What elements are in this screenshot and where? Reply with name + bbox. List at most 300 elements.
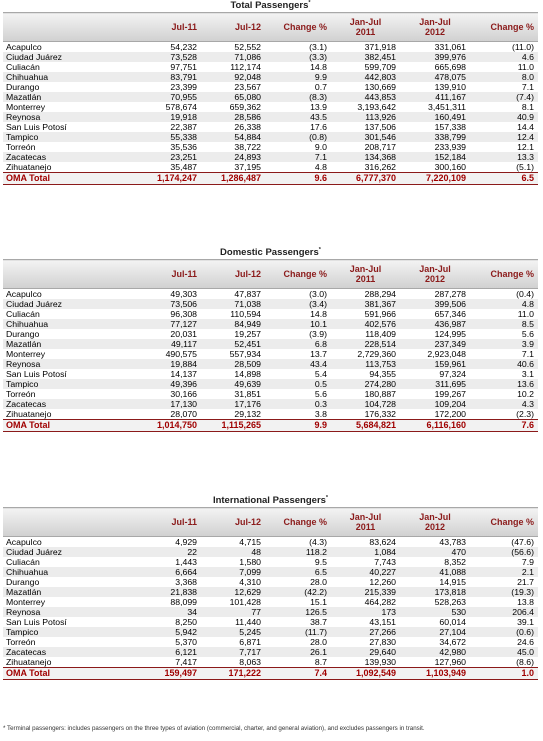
airport-name: Ciudad Juárez [3, 299, 121, 309]
change-value: (3.4) [265, 299, 331, 309]
header-change-text: Change % [283, 269, 327, 279]
jan-jul-2012-value: 34,672 [439, 637, 466, 647]
header-change-ytd [470, 508, 538, 537]
airport-name: Monterrey [6, 597, 46, 607]
table-row [3, 72, 538, 82]
airport-name: Reynosa [3, 607, 121, 617]
total-change-value: 9.9 [265, 420, 331, 432]
change-ytd-value: (8.6) [516, 657, 534, 667]
footnote-mark: * [308, 0, 311, 6]
total-jan-jul-2012-value: 6,116,160 [400, 420, 470, 432]
jul-12-value: 77 [201, 607, 265, 617]
header-jan-jul-2012 [400, 13, 470, 42]
jan-jul-2011-value: 301,546 [331, 132, 400, 142]
table-row [3, 577, 538, 587]
change-value: 9.9 [265, 72, 331, 82]
jul-12-value: 52,451 [201, 339, 265, 349]
jan-jul-2012-value: 530 [400, 607, 470, 617]
jan-jul-2011-value: 599,709 [364, 62, 396, 72]
jul-12-value: 31,851 [234, 389, 261, 399]
change-value: (8.3) [265, 92, 331, 102]
jul-12-value: 12,629 [201, 587, 265, 597]
jul-11-value: 22 [121, 547, 201, 557]
jul-12-value: 101,428 [229, 597, 261, 607]
jan-jul-2011-value: 381,367 [331, 299, 400, 309]
header-jul-12-text: Jul-12 [234, 517, 261, 527]
header-airport [3, 13, 121, 42]
airport-name: Torreón [6, 389, 36, 399]
jul-11-value: 20,031 [170, 329, 197, 339]
header-row [3, 260, 538, 289]
jan-jul-2011-value: 134,368 [331, 152, 400, 162]
table-row [3, 627, 538, 637]
change-ytd-value: 7.9 [521, 557, 534, 567]
change-value: 9.5 [314, 557, 327, 567]
change-value: 5.4 [314, 369, 327, 379]
footnote: * Terminal passengers: includes passengers on the three types of aviation (commercial, charter, and general aviation), and excludes passengers in transit. [3, 725, 425, 732]
change-ytd-value: 24.6 [517, 637, 534, 647]
jan-jul-2012-value: 300,160 [434, 162, 466, 172]
table-row [3, 289, 538, 300]
table-row [3, 132, 538, 142]
change-value: 5.6 [314, 389, 327, 399]
change-ytd-value: 14.4 [517, 122, 534, 132]
total-airport-name: OMA Total [3, 173, 121, 185]
header-jul-12-text: Jul-12 [234, 269, 261, 279]
jul-11-value: 6,664 [121, 567, 201, 577]
jan-jul-2012-value: 199,267 [434, 389, 466, 399]
jul-11-value: 55,338 [121, 132, 201, 142]
jul-12-value: 659,362 [229, 102, 261, 112]
jul-12-value: 1,580 [239, 557, 261, 567]
jul-11-value: 21,838 [121, 587, 201, 597]
change-ytd-value: 13.8 [517, 597, 534, 607]
change-ytd-value: 5.6 [521, 329, 534, 339]
jan-jul-2012-value: 436,987 [400, 319, 470, 329]
table-row [3, 82, 538, 92]
change-ytd-value: 40.6 [470, 359, 538, 369]
jul-11-value: 578,674 [165, 102, 197, 112]
change-value: 4.8 [314, 162, 327, 172]
jul-12-value: 92,048 [201, 72, 265, 82]
airport-name: Ciudad Juárez [3, 547, 121, 557]
total-change-ytd-value: 6.5 [470, 173, 538, 185]
jul-12-value: 6,871 [239, 637, 261, 647]
table-row [3, 547, 538, 557]
airport-name: Reynosa [3, 359, 121, 369]
change-ytd-value: 4.6 [470, 52, 538, 62]
change-ytd-value: 11.0 [517, 309, 534, 319]
jul-12-value: 8,063 [239, 657, 261, 667]
change-ytd-value: 12.4 [470, 132, 538, 142]
table-row [3, 647, 538, 657]
table-row [3, 42, 538, 53]
jan-jul-2012-value: 470 [400, 547, 470, 557]
footnote-mark: * [325, 495, 329, 501]
jul-11-value: 19,884 [121, 359, 201, 369]
airport-name: Monterrey [6, 102, 46, 112]
header-jan-jul-2012-text: 2012 [424, 522, 446, 532]
jan-jul-2012-value: 311,695 [400, 379, 470, 389]
change-ytd-value: (19.3) [470, 587, 538, 597]
change-ytd-value: 8.0 [470, 72, 538, 82]
total-jul-11-value: 159,497 [121, 668, 201, 680]
table-row [3, 309, 538, 319]
table-row [3, 617, 538, 627]
jul-12-value: 24,893 [201, 152, 265, 162]
total-jan-jul-2011-value: 6,777,370 [331, 173, 400, 185]
passenger-table [3, 507, 538, 680]
jul-12-value: 71,038 [201, 299, 265, 309]
change-value: (3.1) [309, 42, 327, 52]
header-change-ytd [470, 13, 538, 42]
table-row [3, 379, 538, 389]
jul-11-value: 5,942 [121, 627, 201, 637]
header-row [3, 13, 538, 42]
jan-jul-2011-value: 180,887 [364, 389, 396, 399]
jan-jul-2012-value: 14,915 [439, 577, 466, 587]
jul-11-value: 73,506 [121, 299, 201, 309]
jul-11-value: 23,399 [170, 82, 197, 92]
jan-jul-2012-value: 528,263 [434, 597, 466, 607]
jan-jul-2012-value: 173,818 [400, 587, 470, 597]
change-ytd-value: (0.4) [516, 289, 534, 299]
change-ytd-value: 10.2 [517, 389, 534, 399]
table-row [3, 399, 538, 409]
jan-jul-2011-value: 464,282 [364, 597, 396, 607]
header-jul-11-text: Jul-11 [171, 269, 197, 279]
change-ytd-value: 40.9 [470, 112, 538, 122]
jan-jul-2011-value: 443,853 [331, 92, 400, 102]
jul-12-value: 17,176 [201, 399, 265, 409]
jan-jul-2012-value: 331,061 [434, 42, 466, 52]
total-change-value: 9.6 [265, 173, 331, 185]
jul-12-value: 7,717 [201, 647, 265, 657]
total-jan-jul-2011-value: 1,092,549 [331, 668, 400, 680]
jul-11-value: 17,130 [121, 399, 201, 409]
airport-name: Durango [6, 329, 40, 339]
airport-name: Torreón [6, 637, 36, 647]
jul-12-value: 4,715 [239, 537, 261, 547]
table-row [3, 349, 538, 359]
table-row [3, 537, 538, 548]
change-ytd-value: 2.1 [470, 567, 538, 577]
jan-jul-2012-value: 338,799 [400, 132, 470, 142]
header-airport [3, 508, 121, 537]
jan-jul-2012-value: 411,167 [400, 92, 470, 102]
jan-jul-2012-value: 60,014 [439, 617, 466, 627]
change-value: 43.5 [265, 112, 331, 122]
total-row [3, 668, 538, 680]
airport-name: Chihuahua [3, 319, 121, 329]
jan-jul-2011-value: 1,084 [331, 547, 400, 557]
jan-jul-2011-value: 173 [331, 607, 400, 617]
passenger-table [3, 259, 538, 432]
jan-jul-2012-value: 3,451,311 [427, 102, 466, 112]
header-jul-12-text: Jul-12 [234, 22, 261, 32]
jan-jul-2011-value: 442,803 [331, 72, 400, 82]
header-jul-11-text: Jul-11 [171, 22, 197, 32]
jul-11-value: 54,232 [170, 42, 197, 52]
header-change-ytd-text: Change % [490, 269, 534, 279]
change-ytd-value: (5.1) [516, 162, 534, 172]
jul-11-value: 49,303 [170, 289, 197, 299]
section-title [3, 0, 538, 12]
jul-12-value: 14,898 [234, 369, 261, 379]
change-ytd-value: (2.3) [516, 409, 534, 419]
jan-jul-2011-value: 316,262 [364, 162, 396, 172]
airport-name: Mazatlán [3, 587, 121, 597]
jan-jul-2011-value: 371,918 [364, 42, 396, 52]
jan-jul-2011-value: 382,451 [331, 52, 400, 62]
table-row [3, 369, 538, 379]
jan-jul-2011-value: 215,339 [331, 587, 400, 597]
jul-11-value: 77,127 [121, 319, 201, 329]
passenger-table [3, 12, 538, 185]
table-row [3, 52, 538, 62]
airport-name: Tampico [3, 132, 121, 142]
jan-jul-2012-value: 97,324 [439, 369, 466, 379]
airport-name: San Luis Potosí [6, 369, 67, 379]
header-jan-jul-2011-text: 2011 [355, 27, 376, 37]
jan-jul-2012-value: 160,491 [400, 112, 470, 122]
header-row [3, 508, 538, 537]
airport-name: Chihuahua [3, 72, 121, 82]
jan-jul-2012-value: 172,200 [434, 409, 466, 419]
change-ytd-value: (11.0) [511, 42, 534, 52]
jan-jul-2011-value: 591,966 [364, 309, 396, 319]
jul-12-value: 37,195 [234, 162, 261, 172]
change-value: (0.8) [265, 132, 331, 142]
header-jan-jul-2012-text: 2012 [424, 274, 446, 284]
header-change-text: Change % [283, 22, 327, 32]
jan-jul-2011-value: 228,514 [331, 339, 400, 349]
table-row [3, 299, 538, 309]
jan-jul-2012-value: 41,088 [400, 567, 470, 577]
total-jul-12-value: 1,115,265 [201, 420, 265, 432]
header-change [265, 13, 331, 42]
header-change-text: Change % [283, 517, 327, 527]
change-value: (3.9) [309, 329, 327, 339]
change-ytd-value: 7.1 [521, 349, 534, 359]
jul-12-value: 54,884 [201, 132, 265, 142]
table-row [3, 557, 538, 567]
jul-11-value: 8,250 [175, 617, 197, 627]
airport-name: Culiacán [6, 557, 40, 567]
change-value: 6.8 [265, 339, 331, 349]
change-value: (3.0) [309, 289, 327, 299]
airport-name: Zacatecas [3, 399, 121, 409]
jul-11-value: 7,417 [175, 657, 197, 667]
table-row [3, 122, 538, 132]
airport-name: Durango [6, 82, 40, 92]
jul-12-value: 11,440 [235, 617, 261, 627]
jan-jul-2012-value: 399,506 [400, 299, 470, 309]
change-ytd-value: 4.8 [470, 299, 538, 309]
jul-11-value: 97,751 [170, 62, 197, 72]
change-value: (4.3) [309, 537, 327, 547]
table-row [3, 92, 538, 102]
header-jan-jul-2011-text: 2011 [355, 522, 376, 532]
change-value: 3.8 [314, 409, 327, 419]
jan-jul-2011-value: 274,280 [331, 379, 400, 389]
header-jan-jul-2012 [400, 508, 470, 537]
header-jul-12 [201, 508, 265, 537]
jan-jul-2011-value: 29,640 [331, 647, 400, 657]
jan-jul-2012-value: 8,352 [444, 557, 466, 567]
total-change-ytd-value: 1.0 [470, 668, 538, 680]
jan-jul-2011-value: 113,753 [331, 359, 400, 369]
table-row [3, 142, 538, 152]
jul-12-value: 7,099 [201, 567, 265, 577]
jan-jul-2012-value: 139,910 [434, 82, 466, 92]
jul-12-value: 557,934 [229, 349, 261, 359]
jul-11-value: 3,368 [175, 577, 197, 587]
jul-11-value: 73,528 [121, 52, 201, 62]
table-row [3, 359, 538, 369]
table-row [3, 62, 538, 72]
airport-name: Zacatecas [3, 647, 121, 657]
jul-12-value: 71,086 [201, 52, 265, 62]
jul-11-value: 88,099 [170, 597, 197, 607]
jan-jul-2011-value: 104,728 [331, 399, 400, 409]
change-ytd-value: 21.7 [517, 577, 534, 587]
table-row [3, 587, 538, 597]
change-value: 10.1 [265, 319, 331, 329]
jul-12-value: 52,552 [234, 42, 261, 52]
jan-jul-2012-value: 233,939 [434, 142, 466, 152]
change-ytd-value: (7.4) [470, 92, 538, 102]
airport-name: Acapulco [6, 537, 42, 547]
table-row [3, 339, 538, 349]
change-value: 28.0 [310, 577, 327, 587]
jan-jul-2012-value: 159,961 [400, 359, 470, 369]
header-jul-12 [201, 13, 265, 42]
jul-11-value: 35,536 [170, 142, 197, 152]
jan-jul-2011-value: 7,743 [374, 557, 396, 567]
total-row [3, 173, 538, 185]
change-value: 8.7 [314, 657, 327, 667]
table-row [3, 162, 538, 173]
table-row [3, 389, 538, 399]
table-row [3, 567, 538, 577]
airport-name: Mazatlán [3, 92, 121, 102]
jul-11-value: 490,575 [165, 349, 197, 359]
jan-jul-2011-value: 43,151 [369, 617, 396, 627]
table-row [3, 152, 538, 162]
total-jul-12-value: 171,222 [201, 668, 265, 680]
airport-name: Monterrey [6, 349, 46, 359]
airport-name: Chihuahua [3, 567, 121, 577]
airport-name: Acapulco [6, 42, 42, 52]
jan-jul-2012-value: 43,783 [439, 537, 466, 547]
jul-12-value: 5,245 [201, 627, 265, 637]
jul-12-value: 65,080 [201, 92, 265, 102]
change-value: 0.5 [265, 379, 331, 389]
header-jul-12 [201, 260, 265, 289]
total-jan-jul-2012-value: 1,103,949 [400, 668, 470, 680]
change-value: 13.7 [310, 349, 327, 359]
table-row [3, 657, 538, 668]
jan-jul-2011-value: 208,717 [364, 142, 396, 152]
jan-jul-2012-value: 109,204 [400, 399, 470, 409]
header-change [265, 508, 331, 537]
header-jul-11 [121, 508, 201, 537]
table-row [3, 409, 538, 420]
jan-jul-2012-value: 127,960 [434, 657, 466, 667]
change-value: (11.7) [265, 627, 331, 637]
airport-name: Tampico [3, 379, 121, 389]
airport-name: Zihuatanejo [6, 409, 52, 419]
airport-name: San Luis Potosí [6, 122, 67, 132]
jul-12-value: 112,174 [230, 62, 261, 72]
jul-12-value: 28,586 [201, 112, 265, 122]
total-change-value: 7.4 [265, 668, 331, 680]
jan-jul-2012-value: 27,104 [400, 627, 470, 637]
jul-11-value: 49,117 [121, 339, 201, 349]
jul-12-value: 23,567 [234, 82, 261, 92]
header-jan-jul-2012 [400, 260, 470, 289]
total-jul-11-value: 1,174,247 [121, 173, 201, 185]
total-jan-jul-2011-value: 5,684,821 [331, 420, 400, 432]
total-airport-name: OMA Total [3, 420, 121, 432]
jan-jul-2011-value: 130,669 [364, 82, 396, 92]
change-ytd-value: 13.6 [470, 379, 538, 389]
jul-12-value: 47,837 [234, 289, 261, 299]
header-change-ytd-text: Change % [490, 517, 534, 527]
total-jul-11-value: 1,014,750 [121, 420, 201, 432]
table-row [3, 102, 538, 112]
jan-jul-2011-value: 118,409 [365, 329, 396, 339]
jan-jul-2011-value: 27,266 [331, 627, 400, 637]
table-row [3, 112, 538, 122]
change-ytd-value: (56.6) [470, 547, 538, 557]
airport-name: Mazatlán [3, 339, 121, 349]
jan-jul-2012-value: 152,184 [400, 152, 470, 162]
jan-jul-2011-value: 288,294 [364, 289, 396, 299]
jul-12-value: 19,257 [234, 329, 261, 339]
jan-jul-2011-value: 27,830 [369, 637, 396, 647]
airport-name: Zacatecas [3, 152, 121, 162]
change-value: 14.8 [310, 62, 327, 72]
change-value: (3.3) [265, 52, 331, 62]
change-ytd-value: 13.3 [470, 152, 538, 162]
airport-name: Tampico [3, 627, 121, 637]
jul-11-value: 49,396 [121, 379, 201, 389]
header-jan-jul-2011-text: Jan-Jul [349, 17, 382, 27]
airport-name: Durango [6, 577, 40, 587]
change-value: 14.8 [310, 309, 327, 319]
table-row [3, 597, 538, 607]
header-airport [3, 260, 121, 289]
change-value: 9.0 [314, 142, 327, 152]
header-jan-jul-2012-text: Jan-Jul [419, 17, 451, 27]
change-ytd-value: 3.9 [470, 339, 538, 349]
header-jan-jul-2012-text: 2012 [424, 27, 446, 37]
header-jan-jul-2012-text: Jan-Jul [419, 264, 451, 274]
total-jul-12-value: 1,286,487 [201, 173, 265, 185]
passenger-section [3, 0, 538, 185]
change-value: 0.3 [265, 399, 331, 409]
passenger-section [3, 495, 538, 680]
airport-name: Acapulco [6, 289, 42, 299]
jul-12-value: 49,639 [201, 379, 265, 389]
table-row [3, 637, 538, 647]
jan-jul-2011-value: 2,729,360 [357, 349, 396, 359]
jul-11-value: 5,370 [175, 637, 197, 647]
header-change-ytd-text: Change % [490, 22, 534, 32]
change-value: 17.6 [310, 122, 327, 132]
